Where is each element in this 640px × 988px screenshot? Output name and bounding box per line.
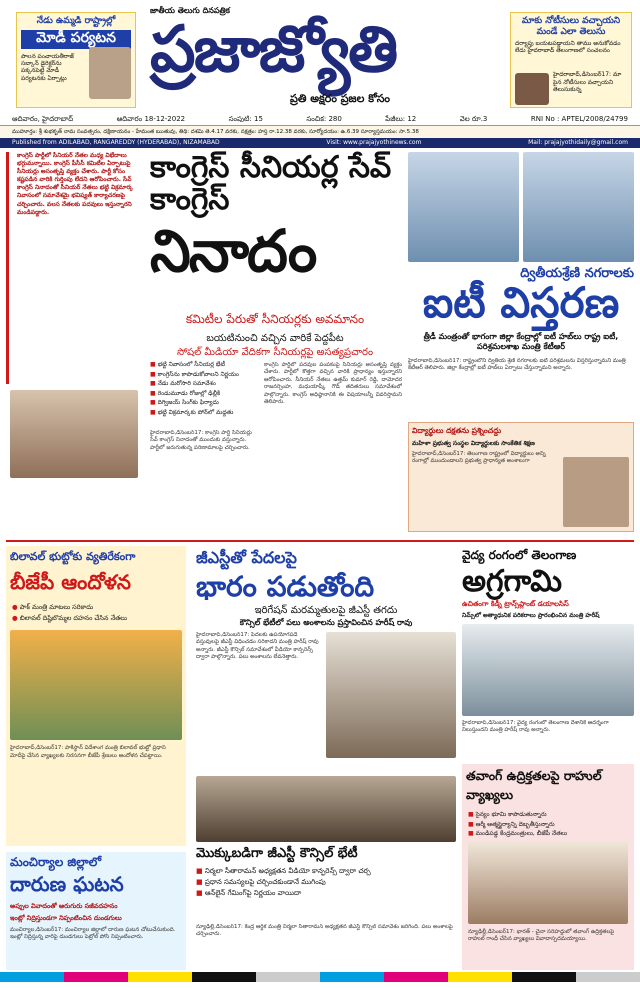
color-swatch [384,972,448,982]
edu-subtitle: మహిళా ప్రభుత్వ సంస్థల విద్యార్థులకు సాంకేతిక శిక్షణ [412,440,535,447]
gst-council-headline[interactable]: మొక్కుబడిగా జీఎస్టీ కౌన్సిల్ భేటీ [196,846,358,861]
publisher-bar [0,138,640,148]
volume: సంపుటి: 15 [228,115,263,123]
publication-cities: Published from ADILABAD, RANGAREDDY (HYDERABAD), NIZAMABAD [12,139,220,146]
price: వెల రూ.3 [459,115,488,123]
edu-title: విద్యార్థులు దక్షతను ప్రశ్నించద్దు [412,426,502,435]
page-count: పేజీలు: 12 [385,115,417,123]
panchang-bar: ముహూర్తం: శ్రీ శుభకృత్ నామ సంవత్సరం, దక్షిణాయనం - హేమంత ఋతువు, తిథి: దశమి తె.4.17 వరకు, నక్షత్రం: హస్త రా.12.38 వరకు, సూర్యోదయం: ఉ.6.39 సూర్యాస్తమయం: సా.5.38 [0,126,640,138]
modi-photo [89,47,131,99]
edu-body: హైదరాబాద్,డిసెంబర్17: తెలంగాణ రాష్ట్రంలో విద్యార్థులు అన్ని రంగాల్లో ముందుండాలని ప్రభుత్వ ప్రాధాన్యత అంశాలుగా [412,451,546,465]
section-divider [6,540,634,542]
gst-council-body: న్యూఢిల్లీ,డిసెంబర్17: కేంద్ర ఆర్థిక మంత్రి నిర్మలా సీతారామన్ అధ్యక్షతన జీఎస్టీ కౌన్సిల్ సమావేశం జరిగింది. పలు అంశాలపై చర్చించారు. [196,924,453,938]
color-swatch [448,972,512,982]
gst-council-meeting-photo [196,776,456,842]
medical-headline[interactable]: అగ్రగామి [462,564,562,599]
it-building-photos [408,152,634,262]
harish-rao-photo [326,632,456,758]
manchiryal-kicker: మంచిర్యాల జిల్లాలో [10,855,102,869]
hospital-inauguration-photo [462,624,634,716]
bullet-item: ■ కాంగ్రెస్‌ను కాపాడుకోవాలని నిర్ణయం [150,370,260,380]
bullet-item: ■ భట్టి నివాసంలో సీనియర్ల భేటీ [150,360,260,370]
gst-body-text: హైదరాబాద్,డిసెంబర్17: పేదలకు ఉపయోగపడే వస్తువులపై జీఎస్టీ విధించడం సరికాదని మంత్రి హరీష్ రావు అన్నారు. జీఎస్టీ కౌన్సిల్ సమావేశంలో వీడియో కాన్ఫరెన్స్ ద్వారా పాల్గొన్నారు. పలు అంశాలను లేవనెత్తారు. [196,632,319,661]
manchiryal-subhead-1: అప్పుల వివాదంతో ఆరుగురు సజీవదహనం [10,902,118,910]
city-label: ఆదివారం, హైదరాబాద్ [12,115,74,123]
color-swatch [256,972,320,982]
promo-kicker: మాకు నోటీసులు వచ్చాయని మండే ఎలా తెలుసు [521,16,621,37]
rahul-headline: తవాంగ్ ఉద్రిక్తతలపై రాహుల్ వ్యాఖ్యలు [466,768,602,802]
tagline: జాతీయ తెలుగు దినపత్రిక [150,6,230,15]
print-color-bar [0,972,640,982]
main-subhead-3: సోషల్ మీడియా వేదికగా సీనియర్లపై అసత్యప్రచారం [176,347,374,358]
issue-info-bar [0,114,640,126]
bullet-item: ● పాక్ మంత్రి మాటలు సరికాదు [12,602,180,613]
promo-text-2: హైదరాబాద్,డిసెంబర్17: మా పైన నోటీసులు వచ్చాయని తెలుసుకున్న [553,71,622,93]
main-subhead-2: బయటినుంచి వచ్చిన వారికే పెద్దపీట [206,333,344,344]
rahul-bullets [462,810,634,839]
bullet-item: ■ దిగ్విజయ్ సింగ్‌కు ఫిర్యాదు [150,398,260,408]
promo-text: దర్యాప్తు బయటపడ్డాయని తాము అనుకోవడం లేదు హైదరాబాద్ తెలంగాణలో సంచలనం [515,39,621,55]
promo-title: మోడీ పర్యటన [21,30,131,49]
color-swatch [192,972,256,982]
bullet-item: ■ ఆర్మీ ఆత్మస్థైర్యాన్ని దెబ్బతీస్తున్నారు [468,820,628,830]
promo-kicker: నేడు ఉమ్మడి రాష్ట్రాల్లో [36,16,116,26]
main-body-text: కాంగ్రెస్ పార్టీలో పదవుల పంపకంపై సీనియర్లు అసంతృప్తి వ్యక్తం చేశారు. పార్టీలో కొత్తగా వచ్చిన వారికి ప్రాధాన్యం ఇస్తున్నారని ఆరోపించారు. సీనియర్ నేతలు ఉత్తమ్ కుమార్ రెడ్డి, దామోదర రాజనర్సింహ, మధుయాష్కీ గౌడ్ తదితరులు సమావేశంలో పాల్గొన్నారు. కాంగ్రెస్ అధిష్ఠానానికి ఈ విషయాలన్నీ వివరిస్తామని తెలిపారు. [264,362,402,406]
medical-subhead-1: ఉచితంగా కిడ్నీ ట్రాన్స్‌ప్లాంట్ డయాలసిస్ [462,600,569,608]
bullet-item: ■ ప్రధాన సమస్యలపై చర్చించకుండానే ముగింపు [196,877,456,888]
bullet-item: ■ భట్టి విక్రమార్కకు పోన్‌లో మద్దతు [150,408,260,418]
main-headline[interactable]: నినాదం [150,217,316,285]
main-kicker: కాంగ్రెస్ సీనియర్ల సేవ్ కాంగ్రెస్ [150,150,392,217]
bjp-protest-story[interactable] [6,546,186,846]
building-photo [523,152,634,262]
gst-headline[interactable]: భారం పడుతోంది [196,570,375,603]
rahul-body: న్యూఢిల్లీ,డిసెంబర్17: భారత్ - చైనా సరిహద్దులో తవాంగ్ ఉద్రిక్తతలపై రాహుల్ గాంధీ చేసిన వ్యాఖ్యలు వివాదాస్పదమయ్యాయి. [468,928,615,942]
manchiryal-story[interactable] [6,852,186,970]
it-kicker: ద్వితీయశ్రేణి నగరాలకు [520,266,634,281]
medical-subhead-2: నిమ్స్‌లో అత్యాధునిక పరికరాలు ప్రారంభించిన మంత్రి హరీష్ [462,612,600,619]
issue-number: సంచిక: 280 [306,115,342,123]
gst-subhead-2: కౌన్సిల్ భేటీలో పలు అంశాలను ప్రస్తావించిన హరీష్ రావు [239,618,413,627]
color-swatch [512,972,576,982]
manchiryal-subhead-2: ఇంట్లో నిద్రిస్తుండగా నిప్పంటించిన దుండగులు [10,914,122,922]
email-link[interactable]: Mail: prajajyothidaily@gmail.com [528,139,628,146]
manchiryal-body: మంచిర్యాల,డిసెంబర్17: మంచిర్యాల జిల్లాలో దారుణ ఘటన చోటుచేసుకుంది. ఇంట్లో నిద్రిస్తున్న వారిపై దుండగులు పెట్రోల్ పోసి నిప్పంటించారు. [10,927,176,941]
edu-photo [563,457,629,527]
website-link[interactable]: Visit: www.prajajyothinews.com [326,139,422,146]
bullet-item: ■ రెండుమూడు రోజుల్లో ఢిల్లీకి [150,389,260,399]
building-photo [408,152,519,262]
it-body-text: హైదరాబాద్,డిసెంబర్17: రాష్ట్రంలోని ద్వితీయ శ్రేణి నగరాలకు ఐటీ పరిశ్రమలను విస్తరిస్తున్నామని మంత్రి కేటీఆర్ తెలిపారు. జిల్లా కేంద్రాల్లో ఐటీ హబ్‌లు ఏర్పాటు చేస్తున్నామని అన్నారు. [408,358,626,372]
color-swatch [64,972,128,982]
medical-body-text: హైదరాబాద్,డిసెంబర్17: వైద్య రంగంలో తెలంగాణ దేశానికే ఆదర్శంగా నిలుస్తుందని మంత్రి హరీష్ రావు అన్నారు. [462,720,609,734]
color-swatch [576,972,640,982]
gst-kicker: జీఎస్టీతో పేదలపై [196,548,297,567]
slogan: ప్రతి అక్షరం ప్రజల కోసం [290,92,391,105]
bullet-item: ■ సైన్యం భూమి కాపాడుతున్నారు [468,810,628,820]
bullet-item: ■ నేడు మరోసారి సమావేశం [150,379,260,389]
newspaper-logo: ప్రజాజ్యోతి [150,13,397,87]
main-body-text-2: హైదరాబాద్,డిసెంబర్17: కాంగ్రెస్ పార్టీ సీనియర్లు సేవ్ కాంగ్రెస్ నినాదంతో ముందుకు వస్తున్నారు. పార్టీలో జరుగుతున్న పరిణామాలపై చర్చించారు. [150,430,252,451]
rahul-story[interactable] [462,764,634,970]
color-swatch [320,972,384,982]
bjp-body: హైదరాబాద్,డిసెంబర్17: పాకిస్థాన్ విదేశాంగ మంత్రి బిలావల్ భుట్టో ప్రధాని మోదీపై చేసిన వ్యాఖ్యలకు నిరసనగా బీజేపీ శ్రేణులు ఆందోళన చేపట్టాయి. [10,745,166,759]
bjp-bullets [6,599,186,627]
bullet-item: ● బిలావల్ దిష్టిబొమ్మల దహనం చేసిన నేతలు [12,613,180,624]
it-headline[interactable]: ఐటీ విస్తరణ [422,278,620,327]
rahul-photo [468,842,628,924]
issue-date: ఆదివారం 18-12-2022 [116,115,186,123]
leader-photo [10,390,138,478]
manchiryal-headline: దారుణ ఘటన [10,872,124,896]
rni-number: RNI No : APTEL/2008/24799 [530,115,628,123]
bjp-kicker: బిలావల్ భుట్టోకు వ్యతిరేకంగా [10,550,136,563]
it-subhead: త్రీడీ మంత్రంతో భాగంగా జిల్లా కేంద్రాల్లో ఐటీ హబ్‌లు రాష్ట్ర ఐటీ, పరిశ్రమలశాఖ మంత్రి కేటీఆర్ [423,332,619,352]
bullet-item: ■ ఆన్‌లైన్ గేమింగ్‌పై నిర్ణయం వాయిదా [196,888,456,899]
main-subhead-1: కమిటీల పేరుతో సీనియర్లకు అవమానం [185,312,365,326]
education-story[interactable] [408,422,634,532]
promo-box-modi[interactable] [16,12,136,108]
gst-subhead-1: ఇరిగేషన్ మరమ్మతులపై జీఎస్టీ తగదు [254,605,398,616]
promo-text: పాలన పంచాయతీరాజ్ సబ్కాన్ డైరెక్టర్‌ను పక్కనపెట్టి మోడీ పర్యటనకు ఏర్పాట్లు [21,53,74,82]
promo-box-notice[interactable] [510,12,632,108]
bjp-headline: బీజేపీ ఆందోళన [10,570,131,594]
color-swatch [0,972,64,982]
color-swatch [128,972,192,982]
bullet-item: ■ నిర్మలా సీతారామన్ అధ్యక్షతన వీడియో కాన్ఫరెన్స్ ద్వారా చర్చ [196,866,456,877]
protest-photo [10,630,182,740]
gst-council-bullets [196,866,456,900]
main-bullets [150,360,260,418]
bullet-item: ■ మండిపడ్డ కేంద్రమంత్రులు, బీజేపీ నేతలు [468,829,628,839]
medical-kicker: వైద్య రంగంలో తెలంగాణ [462,548,577,562]
lead-story-column: కాంగ్రెస్ పార్టీలో సీనియర్ నేతల మధ్య విభేదాలు భగ్గుమన్నాయి. కాంగ్రెస్ పీసీసీ కమిటీల ఏర్పాటుపై సీనియర్లు అసంతృప్తి వ్యక్తం చేశారు. పార్టీ కోసం కష్టపడిన వారికి గుర్తింపు లేదని ఆరోపించారు. సేవ్ కాంగ్రెస్ నినాదంతో సీనియర్ నేతలు భట్టి విక్రమార్క నివాసంలో సమావేశమై భవిష్యత్ కార్యాచరణపై చర్చించారు. వలస నేతలకు పదవులు ఇస్తున్నారని మండిపడ్డారు. [6,152,146,384]
person-photo [515,73,549,105]
